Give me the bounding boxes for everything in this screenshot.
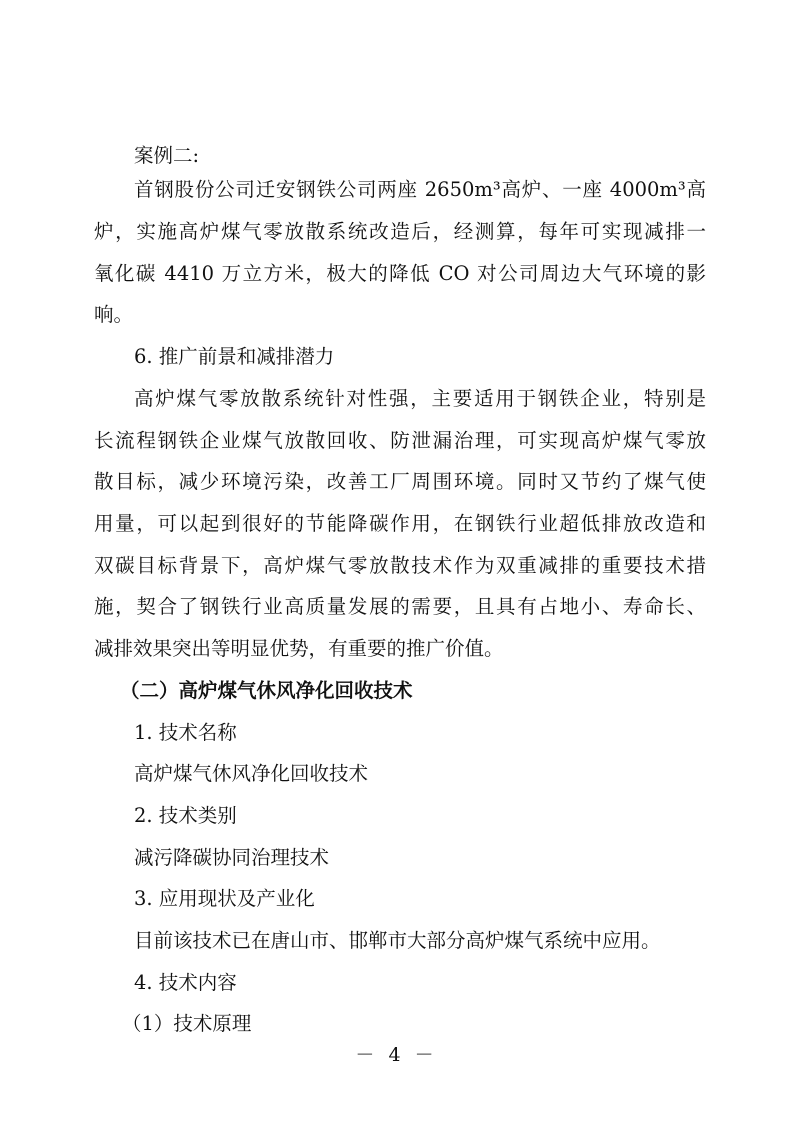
item-value: 目前该技术已在唐山市、邯郸市大部分高炉煤气系统中应用。 [134, 929, 661, 952]
paragraph-line: 首钢股份公司迁安钢铁公司两座 2650m³高炉、一座 4000m³高 [134, 178, 706, 201]
paragraph-line: 双碳目标背景下，高炉煤气零放散技术作为双重减排的重要技术措 [94, 554, 706, 577]
item-title: 2. 技术类别 [134, 804, 237, 827]
paragraph-line: 散目标，减少环境污染，改善工厂周围环境。同时又节约了煤气使 [94, 470, 706, 493]
part-heading: （二）高炉煤气休风净化回收技术 [120, 679, 413, 702]
paragraph-line: 炉，实施高炉煤气零放散系统改造后，经测算，每年可实现减排一 [94, 220, 706, 243]
paragraph-line: 高炉煤气零放散系统针对性强，主要适用于钢铁企业，特别是 [134, 387, 706, 410]
case-label: 案例二: [134, 144, 200, 167]
paragraph-line: 氧化碳 4410 万立方米，极大的降低 CO 对公司周边大气环境的影 [94, 262, 706, 285]
item-value: 高炉煤气休风净化回收技术 [134, 762, 369, 785]
item-subtitle: （1）技术原理 [122, 1012, 252, 1035]
item-value: 减污降碳协同治理技术 [134, 846, 330, 869]
item-title: 4. 技术内容 [134, 971, 237, 994]
section-title: 6. 推广前景和减排潜力 [134, 345, 335, 368]
item-title: 3. 应用现状及产业化 [134, 887, 315, 910]
paragraph-line: 长流程钢铁企业煤气放散回收、防泄漏治理，可实现高炉煤气零放 [94, 429, 706, 452]
paragraph-line: 减排效果突出等明显优势，有重要的推广价值。 [94, 637, 504, 660]
paragraph-line: 响。 [94, 303, 134, 326]
page-number: － 4 － [355, 1044, 438, 1066]
item-title: 1. 技术名称 [134, 721, 237, 744]
paragraph-line: 用量，可以起到很好的节能降碳作用，在钢铁行业超低排放改造和 [94, 512, 706, 535]
paragraph-line: 施，契合了钢铁行业高质量发展的需要，且具有占地小、寿命长、 [94, 595, 706, 618]
